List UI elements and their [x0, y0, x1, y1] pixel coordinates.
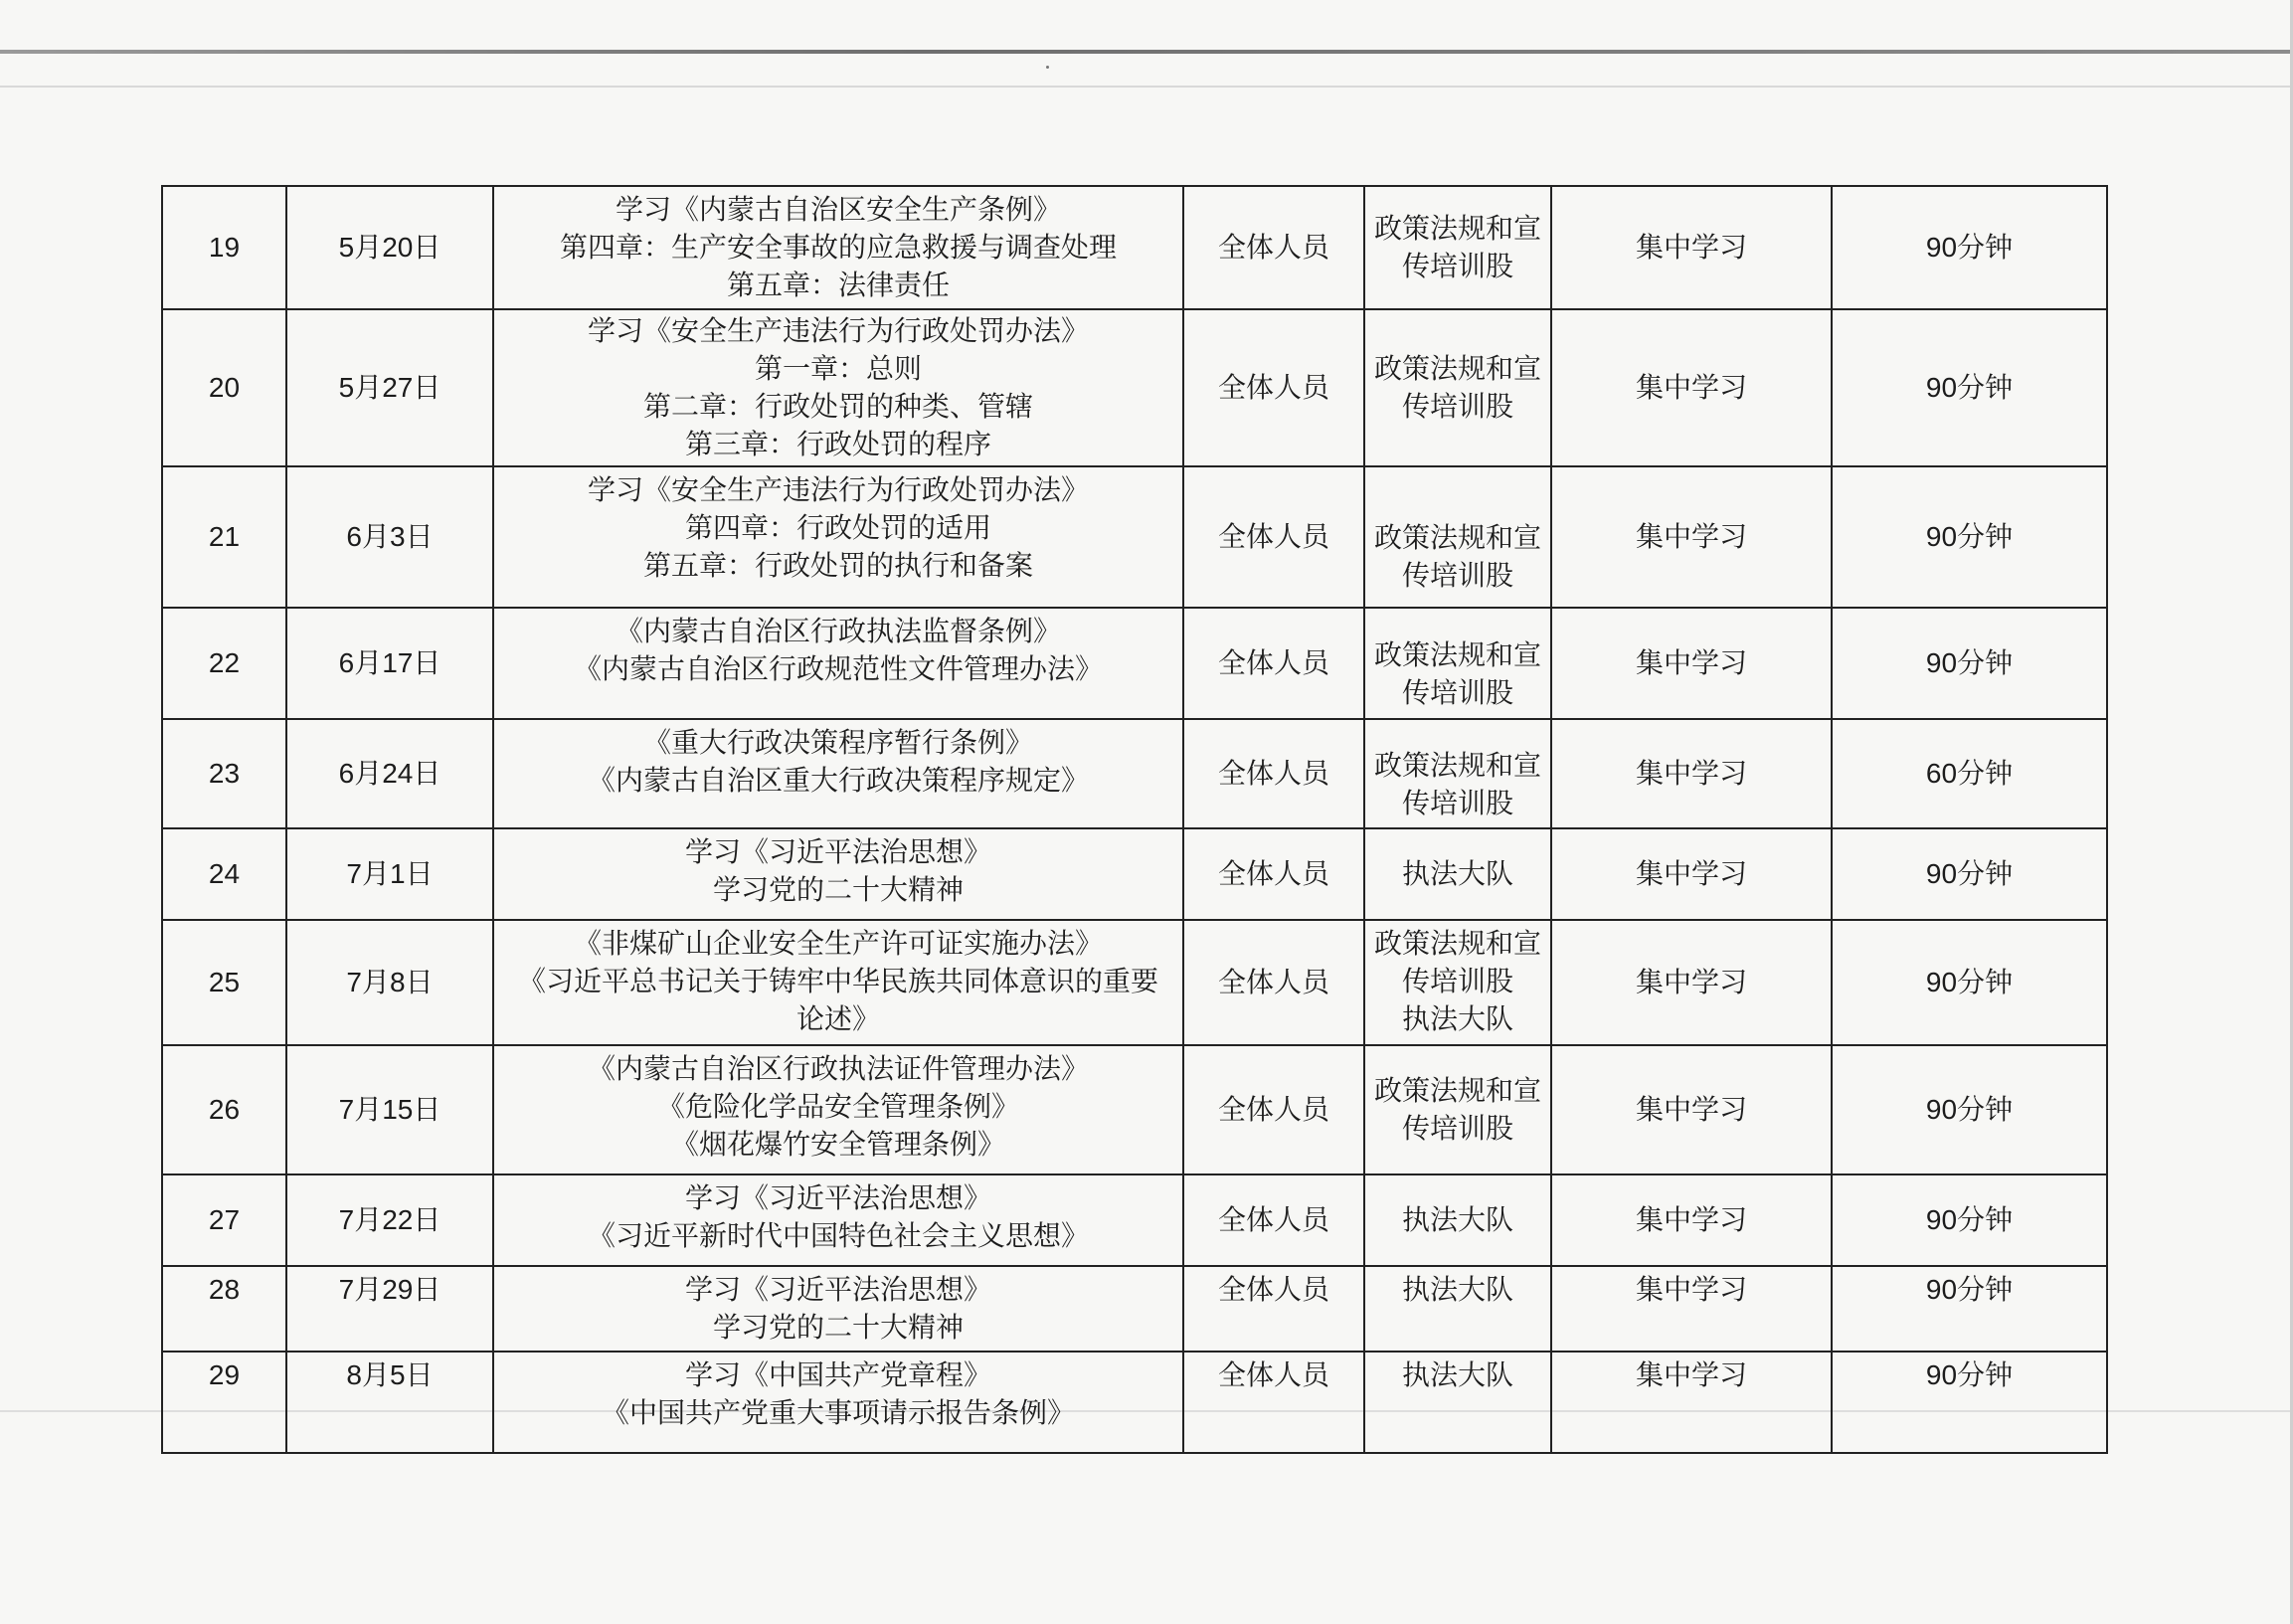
participants-cell: 全体人员 [1183, 186, 1364, 309]
form-cell: 集中学习 [1551, 828, 1832, 920]
participants-cell: 全体人员 [1183, 719, 1364, 828]
form-cell: 集中学习 [1551, 466, 1832, 608]
department-cell [1364, 309, 1551, 466]
date-cell: 7月29日 [286, 1266, 493, 1352]
content-line: 学习党的二十大精神 [712, 873, 964, 906]
content-cell [493, 1352, 1183, 1453]
date-cell: 6月24日 [286, 719, 493, 828]
content-line: 学习《安全生产违法行为行政处罚办法》 [587, 473, 1089, 506]
department-line: 执法大队 [1401, 857, 1513, 890]
duration-cell: 90分钟 [1832, 466, 2107, 608]
date-cell: 7月15日 [286, 1045, 493, 1174]
form-cell: 集中学习 [1551, 1352, 1832, 1453]
department-line: 传培训股 [1401, 965, 1513, 997]
row-number-cell: 27 [162, 1174, 286, 1266]
content-cell [493, 920, 1183, 1045]
table-row [162, 1174, 2107, 1266]
content-cell [493, 309, 1183, 466]
duration-cell: 90分钟 [1832, 608, 2107, 719]
department-line: 政策法规和宣 [1373, 638, 1541, 671]
department-line: 执法大队 [1401, 1203, 1513, 1236]
content-line: 学习《习近平法治思想》 [684, 835, 991, 868]
department-cell [1364, 186, 1551, 309]
department-line: 执法大队 [1401, 1273, 1513, 1306]
content-line: 《习近平新时代中国特色社会主义思想》 [587, 1219, 1089, 1252]
content-cell [493, 828, 1183, 920]
content-cell [493, 608, 1183, 719]
table-row [162, 186, 2107, 309]
study-schedule-table [161, 185, 2108, 1454]
department-cell [1364, 1174, 1551, 1266]
department-line: 政策法规和宣 [1373, 521, 1541, 554]
department-line: 传培训股 [1401, 250, 1513, 282]
participants-cell: 全体人员 [1183, 920, 1364, 1045]
form-cell: 集中学习 [1551, 1045, 1832, 1174]
content-line: 《习近平总书记关于铸牢中华民族共同体意识的重要 [517, 965, 1158, 997]
department-line: 传培训股 [1401, 559, 1513, 592]
row-number-cell: 23 [162, 719, 286, 828]
department-line: 执法大队 [1401, 1358, 1513, 1391]
content-cell [493, 466, 1183, 608]
content-line: 第二章：行政处罚的种类、管辖 [642, 390, 1033, 423]
department-cell [1364, 920, 1551, 1045]
participants-cell: 全体人员 [1183, 828, 1364, 920]
content-line: 学习党的二十大精神 [712, 1311, 964, 1344]
content-line: 学习《习近平法治思想》 [684, 1181, 991, 1214]
department-cell [1364, 828, 1551, 920]
form-cell: 集中学习 [1551, 608, 1832, 719]
department-line: 政策法规和宣 [1373, 352, 1541, 385]
duration-cell: 90分钟 [1832, 920, 2107, 1045]
participants-cell: 全体人员 [1183, 309, 1364, 466]
content-line: 第四章：生产安全事故的应急救援与调查处理 [559, 231, 1117, 264]
form-cell: 集中学习 [1551, 309, 1832, 466]
department-line: 政策法规和宣 [1373, 749, 1541, 782]
table-row [162, 1266, 2107, 1352]
department-cell [1364, 466, 1551, 608]
content-line: 学习《内蒙古自治区安全生产条例》 [615, 193, 1061, 226]
form-cell: 集中学习 [1551, 1174, 1832, 1266]
duration-cell: 90分钟 [1832, 1174, 2107, 1266]
content-line: 论述》 [795, 1002, 880, 1035]
department-line: 政策法规和宣 [1373, 212, 1541, 245]
duration-cell: 90分钟 [1832, 1045, 2107, 1174]
table-row [162, 466, 2107, 608]
content-line: 《内蒙古自治区重大行政决策程序规定》 [587, 764, 1089, 797]
table-row [162, 1045, 2107, 1174]
content-line: 《内蒙古自治区行政执法监督条例》 [615, 615, 1061, 647]
content-line: 《危险化学品安全管理条例》 [656, 1090, 1019, 1123]
date-cell: 7月8日 [286, 920, 493, 1045]
content-cell [493, 1174, 1183, 1266]
table-row [162, 1352, 2107, 1453]
department-cell [1364, 1266, 1551, 1352]
department-cell [1364, 719, 1551, 828]
department-cell [1364, 1045, 1551, 1174]
scan-thin-line [0, 86, 2293, 88]
scan-top-line [0, 50, 2293, 54]
date-cell: 7月1日 [286, 828, 493, 920]
row-number-cell: 21 [162, 466, 286, 608]
department-line: 政策法规和宣 [1373, 927, 1541, 960]
content-line: 《烟花爆竹安全管理条例》 [670, 1128, 1005, 1161]
content-line: 《内蒙古自治区行政规范性文件管理办法》 [573, 652, 1103, 685]
content-line: 第四章：行政处罚的适用 [684, 511, 991, 544]
department-line: 传培训股 [1401, 787, 1513, 819]
participants-cell: 全体人员 [1183, 1045, 1364, 1174]
content-line: 第五章：行政处罚的执行和备案 [642, 549, 1033, 582]
content-line: 《中国共产党重大事项请示报告条例》 [601, 1396, 1075, 1429]
table-row [162, 608, 2107, 719]
participants-cell: 全体人员 [1183, 466, 1364, 608]
row-number-cell: 26 [162, 1045, 286, 1174]
content-line: 学习《中国共产党章程》 [684, 1358, 991, 1391]
content-line: 学习《安全生产违法行为行政处罚办法》 [587, 314, 1089, 347]
department-line: 传培训股 [1401, 390, 1513, 423]
duration-cell: 90分钟 [1832, 828, 2107, 920]
duration-cell: 90分钟 [1832, 1352, 2107, 1453]
content-line: 《重大行政决策程序暂行条例》 [642, 726, 1033, 759]
department-line: 政策法规和宣 [1373, 1074, 1541, 1107]
content-line: 第五章：法律责任 [726, 269, 950, 301]
participants-cell: 全体人员 [1183, 1266, 1364, 1352]
form-cell: 集中学习 [1551, 920, 1832, 1045]
table-row [162, 920, 2107, 1045]
table-row [162, 309, 2107, 466]
content-line: 第三章：行政处罚的程序 [684, 428, 991, 460]
content-cell [493, 186, 1183, 309]
form-cell: 集中学习 [1551, 719, 1832, 828]
content-cell [493, 719, 1183, 828]
content-line: 《非煤矿山企业安全生产许可证实施办法》 [573, 927, 1103, 960]
scan-dot [1046, 66, 1049, 69]
row-number-cell: 24 [162, 828, 286, 920]
department-cell [1364, 608, 1551, 719]
content-cell [493, 1266, 1183, 1352]
duration-cell: 60分钟 [1832, 719, 2107, 828]
date-cell: 6月3日 [286, 466, 493, 608]
row-number-cell: 29 [162, 1352, 286, 1453]
participants-cell: 全体人员 [1183, 1352, 1364, 1453]
date-cell: 6月17日 [286, 608, 493, 719]
table-row [162, 828, 2107, 920]
duration-cell: 90分钟 [1832, 186, 2107, 309]
content-line: 《内蒙古自治区行政执法证件管理办法》 [587, 1052, 1089, 1085]
content-cell [493, 1045, 1183, 1174]
participants-cell: 全体人员 [1183, 608, 1364, 719]
department-line: 传培训股 [1401, 676, 1513, 709]
form-cell: 集中学习 [1551, 186, 1832, 309]
date-cell: 5月20日 [286, 186, 493, 309]
participants-cell: 全体人员 [1183, 1174, 1364, 1266]
department-line: 执法大队 [1401, 1002, 1513, 1035]
department-line: 传培训股 [1401, 1112, 1513, 1145]
form-cell: 集中学习 [1551, 1266, 1832, 1352]
department-cell [1364, 1352, 1551, 1453]
row-number-cell: 19 [162, 186, 286, 309]
schedule-body [162, 186, 2107, 1453]
date-cell: 5月27日 [286, 309, 493, 466]
row-number-cell: 20 [162, 309, 286, 466]
row-number-cell: 22 [162, 608, 286, 719]
date-cell: 8月5日 [286, 1352, 493, 1453]
row-number-cell: 28 [162, 1266, 286, 1352]
duration-cell: 90分钟 [1832, 309, 2107, 466]
table-row [162, 719, 2107, 828]
content-line: 第一章：总则 [754, 352, 922, 385]
duration-cell: 90分钟 [1832, 1266, 2107, 1352]
date-cell: 7月22日 [286, 1174, 493, 1266]
content-line: 学习《习近平法治思想》 [684, 1273, 991, 1306]
row-number-cell: 25 [162, 920, 286, 1045]
